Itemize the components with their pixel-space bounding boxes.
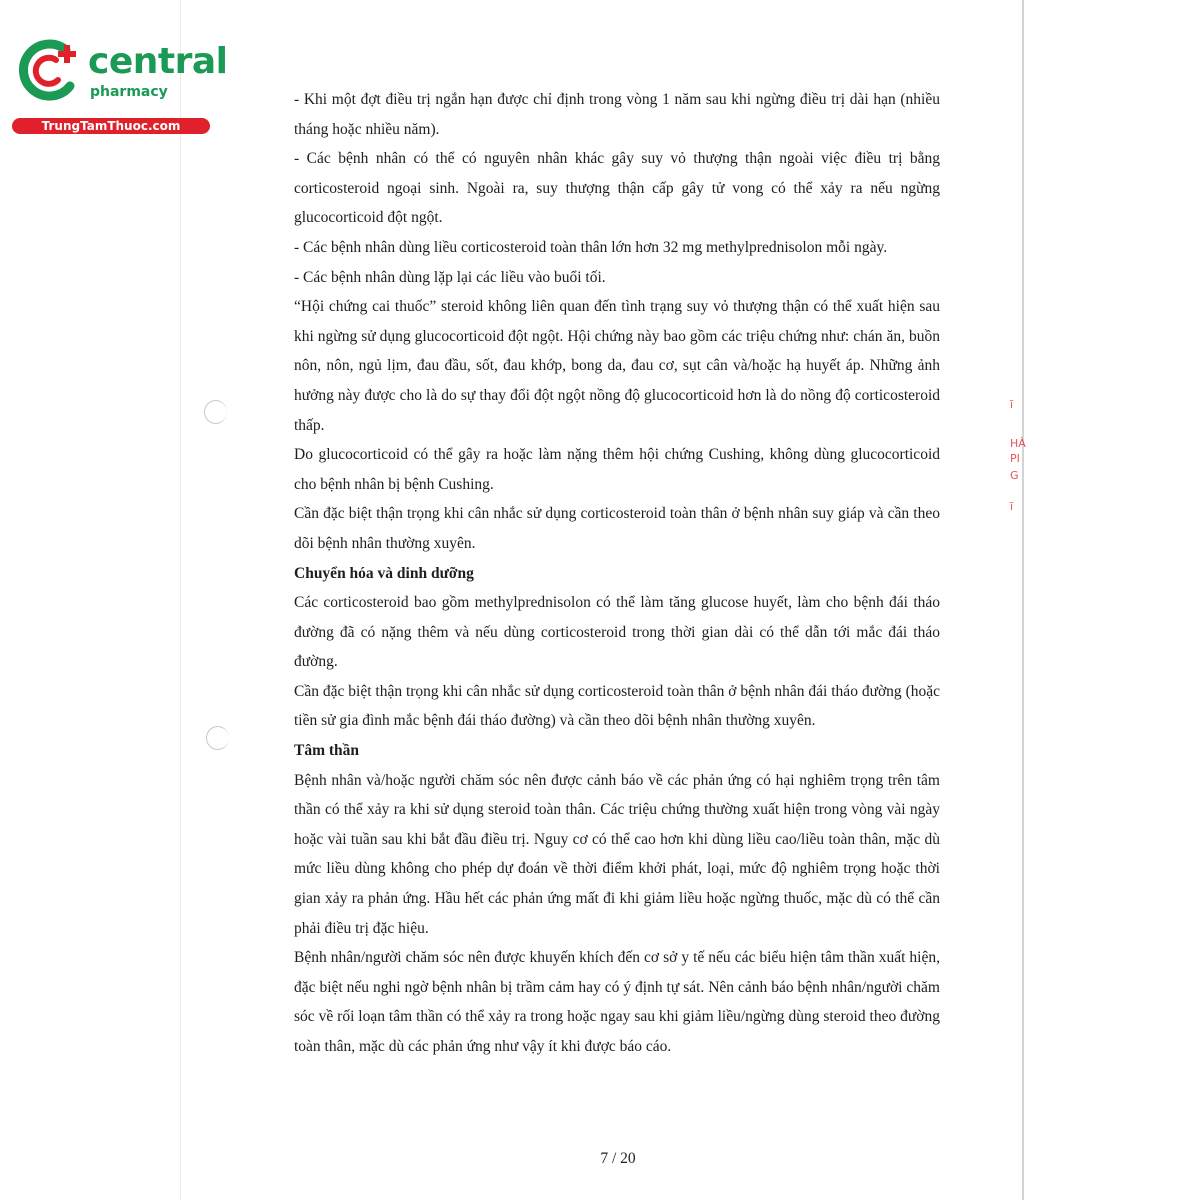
paragraph: Cần đặc biệt thận trọng khi cân nhắc sử dụng corticosteroid toàn thân ở bệnh nhân đái tháo đường (hoặc tiền sử gia đình mắc bệnh đái tháo đường) và cần theo dõi bệnh nhân thường xuyên. [294,682,940,730]
stamp-text: HÀ [1010,437,1026,450]
document-body [294,85,940,1062]
punch-hole-mark [204,400,227,424]
stamp-text: ĩ [1010,500,1014,513]
paragraph: - Các bệnh nhân dùng lặp lại các liều vào buổi tối. [294,268,606,286]
stamp-text: PI [1010,452,1020,465]
paragraph: Các corticosteroid bao gồm methylprednisolon có thể làm tăng glucose huyết, làm cho bệnh đái tháo đường đã có nặng thêm và nếu dùng corticosteroid trong thời gian dài có thể dẫn tới mắc đái tháo đường. [294,594,940,671]
punch-hole-mark [206,726,229,750]
paragraph: Bệnh nhân và/hoặc người chăm sóc nên được cảnh báo về các phản ứng có hại nghiêm trọng trên tâm thần có thể xảy ra khi sử dụng steroid toàn thân. Các triệu chứng thường xuất hiện trong vòng vài ngày hoặc vài tuần sau khi bắt đầu điều trị. Nguy cơ có thể cao hơn khi dùng liều cao/liều toàn thân, mặc dù mức liều dùng không cho phép dự đoán về thời điểm khởi phát, loại, mức độ nghiêm trọng hoặc thời gian xảy ra phản ứng. Hầu hết các phản ứng mất đi khi giảm liều hoặc ngừng thuốc, mặc dù có thể cần phải điều trị đặc hiệu. [294,771,940,937]
section-heading: Chuyển hóa và dinh dưỡng [294,564,474,582]
paragraph: - Các bệnh nhân có thể có nguyên nhân khác gây suy vỏ thượng thận ngoài việc điều trị bằng corticosteroid ngoại sinh. Ngoài ra, suy thượng thận cấp gây tử vong có thể xảy ra nếu ngừng glucocorticoid đột ngột. [294,150,940,227]
stamp-fragment [1010,398,1030,554]
stamp-text: ĩ [1010,398,1014,411]
central-pharmacy-logo [12,38,228,138]
paragraph: “Hội chứng cai thuốc” steroid không liên quan đến tình trạng suy vỏ thượng thận có thể xuất hiện sau khi ngừng sử dụng glucocorticoid đột ngột. Hội chứng này bao gồm các triệu chứng như: chán ăn, buồn nôn, nôn, ngủ lịm, đau đầu, sốt, đau khớp, bong da, đau cơ, sụt cân và/hoặc hạ huyết áp. Những ảnh hưởng này được cho là do sự thay đổi đột ngột nồng độ glucocorticoid hơn là do nồng độ corticosteroid thấp. [294,298,940,434]
paragraph: Do glucocorticoid có thể gây ra hoặc làm nặng thêm hội chứng Cushing, không dùng glucocorticoid cho bệnh nhân bị bệnh Cushing. [294,446,940,493]
paragraph: Cần đặc biệt thận trọng khi cân nhắc sử dụng corticosteroid toàn thân ở bệnh nhân suy giáp và cần theo dõi bệnh nhân thường xuyên. [294,505,940,552]
page-edge-right [1022,0,1024,1200]
section-heading: Tâm thần [294,742,360,760]
paragraph: - Các bệnh nhân dùng liều corticosteroid toàn thân lớn hơn 32 mg methylprednisolon mỗi ngày. [294,238,888,256]
paragraph: - Khi một đợt điều trị ngắn hạn được chỉ định trong vòng 1 năm sau khi ngừng điều trị dài hạn (nhiều tháng hoặc nhiều năm). [294,91,940,138]
logo-website: TrungTamThuoc.com [12,118,210,134]
page-edge-left [180,0,181,1200]
stamp-text: G [1010,469,1019,482]
paragraph: Bệnh nhân/người chăm sóc nên được khuyến khích đến cơ sở y tế nếu các biểu hiện tâm thần xuất hiện, đặc biệt nếu nghi ngờ bệnh nhân bị trầm cảm hay có ý định tự sát. Nên cảnh báo bệnh nhân/người chăm sóc về rối loạn tâm thần có thể xảy ra trong hoặc ngay sau khi giảm liều/ngừng dùng steroid theo đường toàn thân, mặc dù các phản ứng như vậy ít khi được báo cáo. [294,949,940,1055]
page-number: 7 / 20 [600,1150,636,1167]
logo-tagline: pharmacy [90,84,168,100]
pharmacy-cross-icon [12,38,86,102]
logo-brand-name: central [88,41,228,82]
